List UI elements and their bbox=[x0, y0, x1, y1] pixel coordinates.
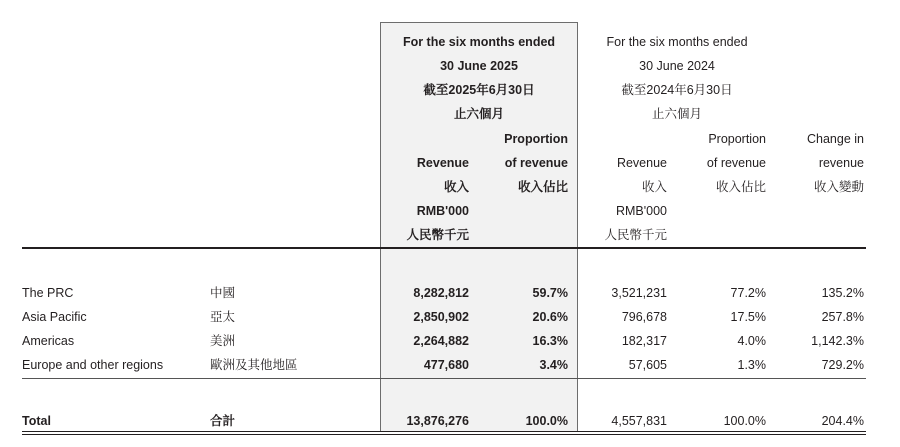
region-zh: 歐洲及其他地區 bbox=[210, 358, 298, 372]
region-zh: 亞太 bbox=[210, 310, 236, 324]
revenue-2024-header-3: RMB'000 bbox=[615, 204, 667, 218]
period-2025-line-2: 30 June 2025 bbox=[440, 59, 518, 73]
change: 729.2% bbox=[821, 358, 864, 372]
proportion-2025: 3.4% bbox=[539, 358, 568, 372]
total-label-zh: 合計 bbox=[210, 414, 236, 428]
proportion-2025: 16.3% bbox=[532, 334, 568, 348]
revenue-2025-header-3: RMB'000 bbox=[416, 204, 469, 218]
proportion-2025: 20.6% bbox=[532, 310, 568, 324]
header-divider bbox=[22, 247, 866, 249]
revenue-2024-header-1: Revenue bbox=[616, 156, 667, 170]
region-en: Asia Pacific bbox=[22, 310, 87, 324]
change-header-2: revenue bbox=[818, 156, 864, 170]
proportion-2024: 17.5% bbox=[730, 310, 766, 324]
proportion-2025-header-2: of revenue bbox=[504, 156, 568, 170]
revenue-2025-header-4: 人民幣千元 bbox=[406, 228, 469, 242]
proportion-2024: 1.3% bbox=[737, 358, 766, 372]
period-2025-line-1: For the six months ended bbox=[402, 35, 556, 49]
revenue-2025-header-2: 收入 bbox=[443, 180, 469, 194]
proportion-2025-header-1: Proportion bbox=[504, 132, 568, 146]
region-en: Americas bbox=[22, 334, 75, 348]
period-2024-line-2: 30 June 2024 bbox=[639, 59, 715, 73]
region-zh: 中國 bbox=[210, 286, 236, 300]
period-2025-line-4: 止六個月 bbox=[453, 107, 505, 121]
change: 257.8% bbox=[821, 310, 864, 324]
revenue-2024: 3,521,231 bbox=[611, 286, 667, 300]
total-change: 204.4% bbox=[821, 414, 864, 428]
revenue-2024-header-2: 收入 bbox=[641, 180, 667, 194]
total-revenue-2024: 4,557,831 bbox=[611, 414, 667, 428]
period-2024-line-1: For the six months ended bbox=[606, 35, 748, 49]
proportion-2024: 4.0% bbox=[737, 334, 766, 348]
total-underline-2 bbox=[22, 434, 866, 435]
region-en: The PRC bbox=[22, 286, 74, 300]
revenue-2025: 8,282,812 bbox=[413, 286, 469, 300]
proportion-2025: 59.7% bbox=[532, 286, 568, 300]
proportion-2024: 77.2% bbox=[730, 286, 766, 300]
revenue-2024: 182,317 bbox=[621, 334, 667, 348]
revenue-2024-header-4: 人民幣千元 bbox=[604, 228, 667, 242]
change-header-1: Change in bbox=[807, 132, 864, 146]
change-header-3: 收入變動 bbox=[813, 180, 864, 194]
region-zh: 美洲 bbox=[210, 334, 236, 348]
change: 135.2% bbox=[821, 286, 864, 300]
revenue-2025: 2,850,902 bbox=[413, 310, 469, 324]
proportion-2025-header-3: 收入佔比 bbox=[517, 180, 568, 194]
total-proportion-2024: 100.0% bbox=[723, 414, 766, 428]
change: 1,142.3% bbox=[811, 334, 864, 348]
total-proportion-2025: 100.0% bbox=[525, 414, 568, 428]
proportion-2024-header-3: 收入佔比 bbox=[715, 180, 766, 194]
revenue-2025: 2,264,882 bbox=[413, 334, 469, 348]
total-label-en: Total bbox=[22, 414, 51, 428]
total-underline-1 bbox=[22, 431, 866, 432]
revenue-2024: 796,678 bbox=[621, 310, 667, 324]
proportion-2024-header-2: of revenue bbox=[706, 156, 766, 170]
period-2024-line-4: 止六個月 bbox=[651, 107, 703, 121]
region-en: Europe and other regions bbox=[22, 358, 164, 372]
proportion-2024-header-1: Proportion bbox=[708, 132, 766, 146]
revenue-2025: 477,680 bbox=[423, 358, 469, 372]
revenue-2025-header-1: Revenue bbox=[416, 156, 469, 170]
revenue-2024: 57,605 bbox=[628, 358, 667, 372]
subtotal-divider bbox=[22, 378, 866, 379]
period-2024-line-3: 截至2024年6月30日 bbox=[621, 83, 733, 97]
period-2025-line-3: 截至2025年6月30日 bbox=[423, 83, 535, 97]
total-revenue-2025: 13,876,276 bbox=[406, 414, 469, 428]
